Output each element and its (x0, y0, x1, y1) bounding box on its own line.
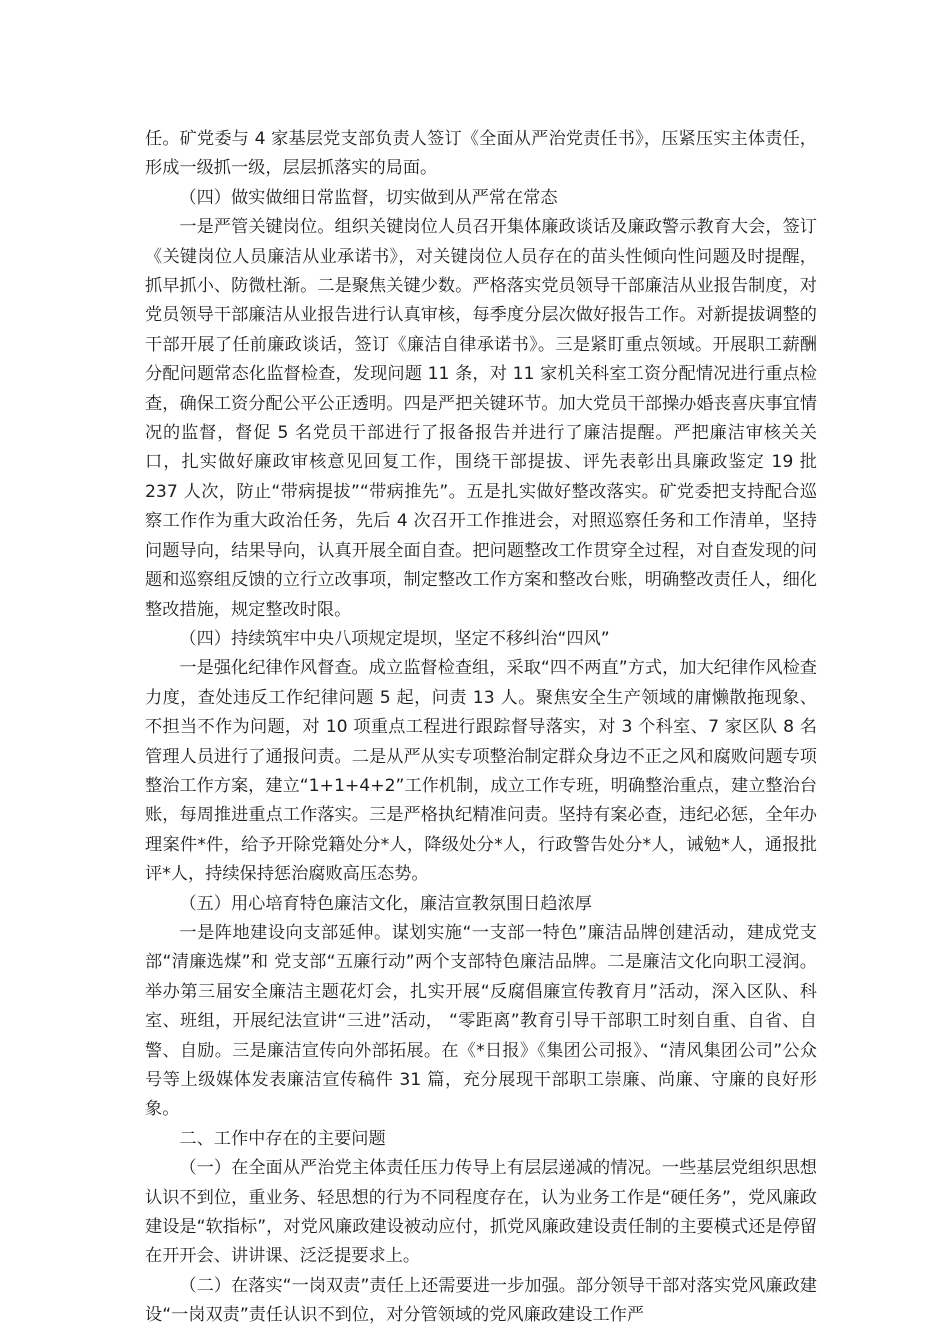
paragraph-eight-rules: 一是强化纪律作风督查。成立监督检查组，采取“四不两直”方式，加大纪律作风检查力度，查处违反工作纪律问题 5 起，问责 13 人。聚焦安全生产领域的庸懒散拖现象、不担当不作为问题，对 10 项重点工程进行跟踪督导落实，对 3 个科室、7 家区队 8 名管理人员进行了通报问责。二是从严从实专项整治制定群众身边不正之风和腐败问题专项整治工作方案，建立“1+1+4+2”工作机制，成立工作专班，明确整治重点，建立整治台账，每周推进重点工作落实。三是严格执纪精准问责。坚持有案必查，违纪必惩，全年办理案件*件，给予开除党籍处分*人，降级处分*人，行政警告处分*人，诫勉*人，通报批评*人，持续保持惩治腐败高压态势。 (145, 658, 817, 885)
section-heading-main-problems: 二、工作中存在的主要问题 (179, 1128, 386, 1149)
document-page (145, 125, 817, 1331)
paragraph-problem-one: （一）在全面从严治党主体责任压力传导上有层层递减的情况。一些基层党组织思想认识不到位，重业务、轻思想的行为不同程度存在，认为业务工作是“硬任务”，党风廉政建设是“软指标”，对党风廉政建设被动应付，抓党风廉政建设责任制的主要模式还是停留在开开会、讲讲课、泛泛提要求上。 (145, 1158, 817, 1267)
paragraph-integrity-culture: 一是阵地建设向支部延伸。谋划实施“一支部一特色”廉洁品牌创建活动，建成党支部“清廉选煤”和 党支部“五廉行动”两个支部特色廉洁品牌。二是廉洁文化向职工浸润。举办第三届安全廉洁主题花灯会，扎实开展“反腐倡廉宣传教育月”活动，深入区队、科室、班组，开展纪法宣讲“三进”活动， “零距离”教育引导干部职工时刻自重、自省、自警、自励。三是廉洁宣传向外部拓展。在《*日报》《集团公司报》、“清风集团公司”公众号等上级媒体发表廉洁宣传稿件 31 篇，充分展现干部职工崇廉、尚廉、守廉的良好形象。 (145, 922, 817, 1120)
paragraph-problem-two: （二）在落实“一岗双责”责任上还需要进一步加强。部分领导干部对落实党风廉政建设“一岗双责”责任认识不到位，对分管领域的党风廉政建设工作严 (145, 1275, 817, 1326)
section-heading-integrity-culture: （五）用心培育特色廉洁文化，廉洁宣教氛围日趋浓厚 (179, 893, 592, 914)
section-heading-daily-supervision: （四）做实做细日常监督，切实做到从严常在常态 (179, 187, 558, 208)
paragraph-daily-supervision: 一是严管关键岗位。组织关键岗位人员召开集体廉政谈话及廉政警示教育大会，签订《关键岗位人员廉洁从业承诺书》，对关键岗位人员存在的苗头性倾向性问题及时提醒，抓早抓小、防微杜渐。二是聚焦关键少数。严格落实党员领导干部廉洁从业报告制度，对党员领导干部廉洁从业报告进行认真审核，每季度分层次做好报告工作。对新提拔调整的干部开展了任前廉政谈话，签订《廉洁自律承诺书》。三是紧盯重点领域。开展职工薪酬分配问题常态化监督检查，发现问题 11 条，对 11 家机关科室工资分配情况进行重点检查，确保工资分配公平公正透明。四是严把关键环节。加大党员干部操办婚丧喜庆事宜情况的监督，督促 5 名党员干部进行了报备报告并进行了廉洁提醒。严把廉洁审核关关口，扎实做好廉政审核意见回复工作，围绕干部提拔、评先表彰出具廉政鉴定 19 批 237 人次，防止“带病提拔”“带病推先”。五是扎实做好整改落实。矿党委把支持配合巡察工作作为重大政治任务，先后 4 次召开工作推进会，对照巡察任务和工作清单，坚持问题导向，结果导向，认真开展全面自查。把问题整改工作贯穿全过程，对自查发现的问题和巡察组反馈的立行立改事项，制定整改工作方案和整改台账，明确整改责任人，细化整改措施，规定整改时限。 (145, 217, 817, 620)
section-heading-eight-rules: （四）持续筑牢中央八项规定堤坝，坚定不移纠治“四风” (179, 628, 610, 649)
paragraph-continuation: 任。矿党委与 4 家基层党支部负责人签订《全面从严治党责任书》，压紧压实主体责任，形成一级抓一级，层层抓落实的局面。 (145, 129, 817, 179)
